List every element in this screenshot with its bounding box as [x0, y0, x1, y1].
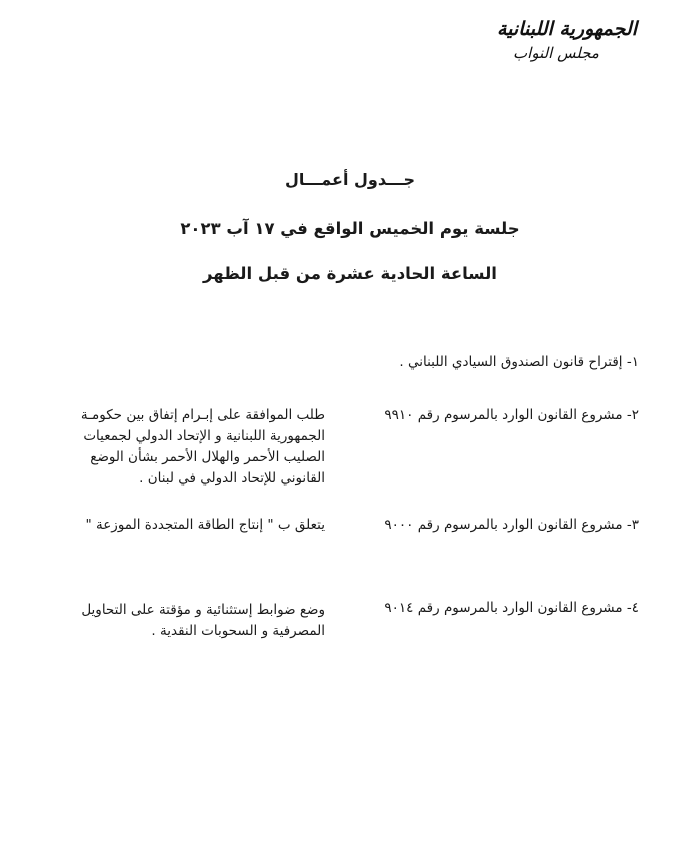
agenda-headings: [150, 170, 550, 283]
description-line: القانوني للإتحاد الدولي في لبنان .: [139, 470, 325, 486]
description-line: طلب الموافقة على إبـرام إتفاق بين حكومـة: [80, 407, 325, 423]
description-line: وضع ضوابط إستثنائية و مؤقتة على التحاويل: [81, 602, 325, 618]
description-line: الجمهورية اللبنانية و الإتحاد الدولي لجمعيات: [83, 428, 325, 444]
agenda-item-3: ٣- مشروع القانون الوارد بالمرسوم رقم ٩٠٠٠: [384, 517, 639, 533]
letterhead-parliament: مجلس النواب: [513, 44, 599, 62]
letterhead: [497, 18, 637, 62]
agenda-item-3-description: [55, 515, 325, 536]
agenda-item-1: ١- إقتراح قانون الصندوق السيادي اللبناني .: [399, 354, 639, 370]
session-date: جلسة يوم الخميس الواقع في ١٧ آب ٢٠٢٣: [180, 219, 520, 238]
description-line: المصرفية و السحوبات النقدية .: [151, 623, 325, 639]
agenda-item-2-description: [55, 405, 325, 489]
letterhead-republic: الجمهورية اللبنانية: [497, 18, 637, 40]
agenda-title: جـــدول أعمـــال: [284, 170, 415, 189]
agenda-item-4-description: [55, 600, 325, 642]
description-line: الصليب الأحمر والهلال الأحمر بشأن الوضع: [90, 449, 325, 465]
session-time: الساعة الحادية عشرة من قبل الظهر: [203, 264, 497, 283]
agenda-item-4: ٤- مشروع القانون الوارد بالمرسوم رقم ٩٠١٤: [384, 600, 639, 616]
agenda-item-2: ٢- مشروع القانون الوارد بالمرسوم رقم ٩٩١٠: [384, 407, 639, 423]
description-line: يتعلق ب " إنتاج الطاقة المتجددة الموزعة ": [85, 517, 325, 533]
